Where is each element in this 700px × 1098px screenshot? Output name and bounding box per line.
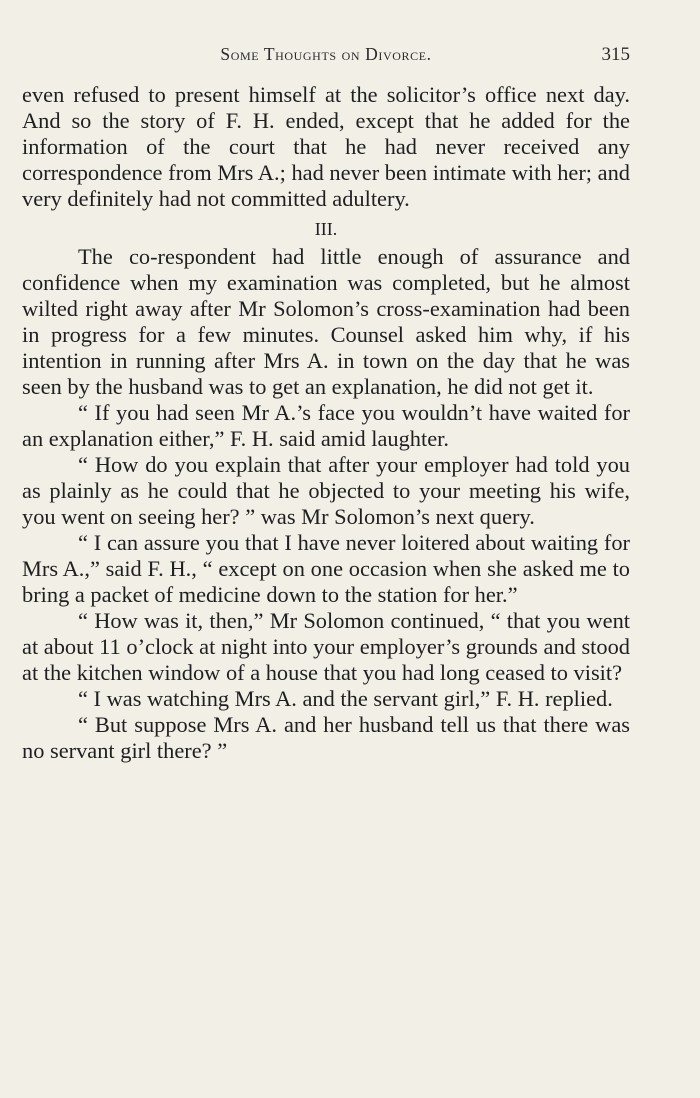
running-header xyxy=(22,44,630,70)
paragraph: “ I can assure you that I have never loitered about waiting for Mrs A.,” said F. H., “ except on one occasion when she asked me to bring a packet of medicine down to the station for her.” xyxy=(22,530,630,607)
paragraph: “ If you had seen Mr A.’s face you wouldn’t have waited for an explanation either,” F. H. said amid laughter. xyxy=(22,400,630,451)
paragraph: “ I was watching Mrs A. and the servant girl,” F. H. replied. xyxy=(78,686,613,711)
paragraph: The co-respondent had little enough of assurance and confidence when my examination was completed, but he almost wilted right away after Mr Solomon’s cross-examination had been in progress for a few minutes. Counsel asked him why, if his intention in running after Mrs A. in town on the day that he was seen by the husband was to get an explanation, he did not get it. xyxy=(22,244,630,399)
paragraph: “ But suppose Mrs A. and her husband tell us that there was no servant girl there? ” xyxy=(22,712,630,763)
running-title: Some Thoughts on Divorce. xyxy=(220,44,432,64)
section-number: III. xyxy=(314,219,338,239)
paragraph: “ How do you explain that after your employer had told you as plainly as he could that he objected to your meeting his wife, you went on seeing her? ” was Mr Solomon’s next query. xyxy=(22,452,630,529)
paragraph: “ How was it, then,” Mr Solomon continued, “ that you went at about 11 o’clock at night into your employer’s grounds and stood at the kitchen window of a house that you had long ceased to visit? xyxy=(22,608,630,685)
body-text xyxy=(22,82,630,764)
paragraph-continued: even refused to present himself at the solicitor’s office next day. And so the story of F. H. ended, except that he added for the information of the court that he had never received any correspondence from Mrs A.; had never been intimate with her; and very definitely had not committed adultery. xyxy=(22,82,630,211)
page-number: 315 xyxy=(601,44,630,65)
